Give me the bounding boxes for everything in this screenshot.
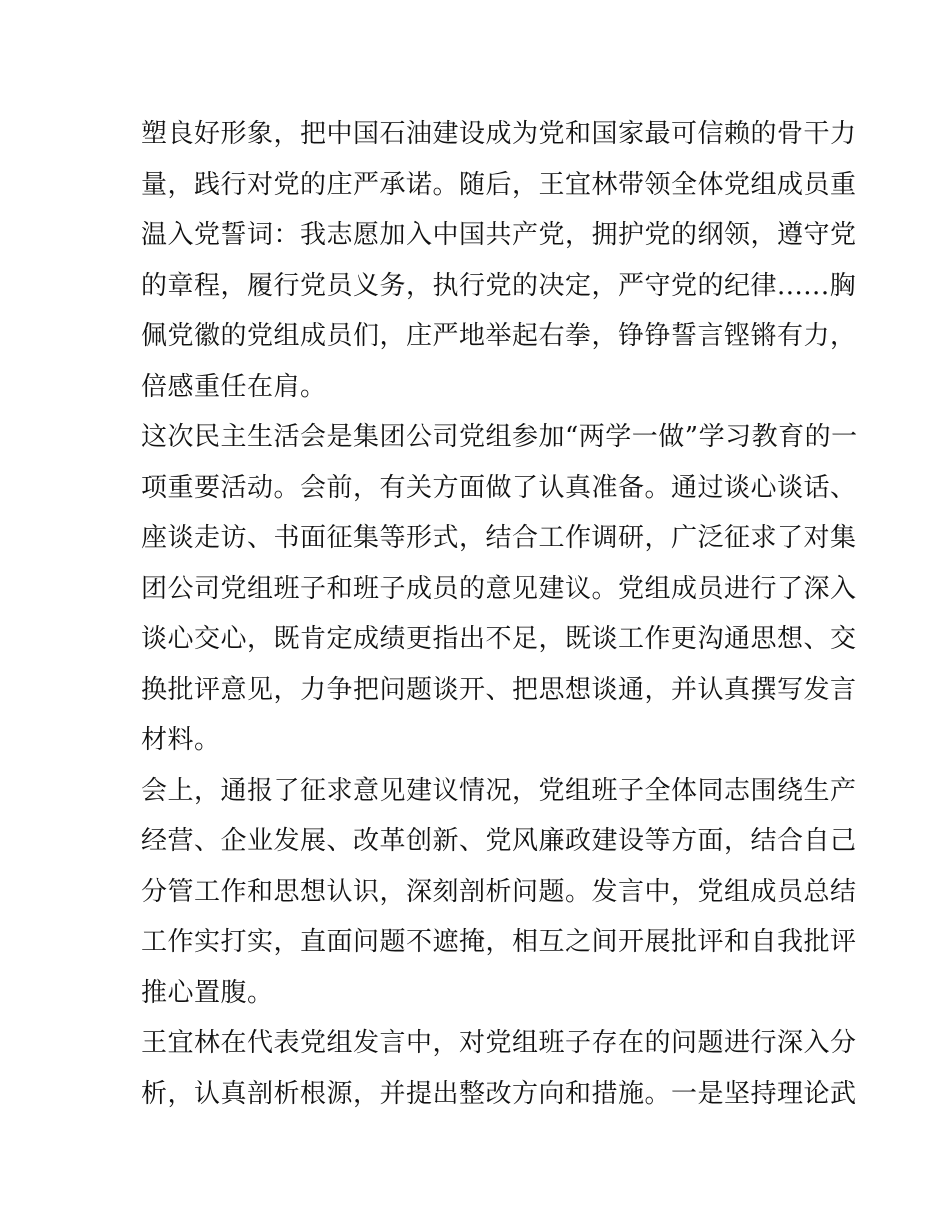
- text-line: 工作实打实，直面问题不遮掩，相互之间开展批评和自我批评: [141, 927, 857, 957]
- text-line: 的章程，履行党员义务，执行党的决定，严守党的纪律......胸: [141, 270, 857, 301]
- text-line: 这次民主生活会是集团公司党组参加“两学一做”学习教育的一: [141, 422, 858, 452]
- text-line: 分管工作和思想认识，深刻剖析问题。发言中，党组成员总结: [141, 876, 857, 907]
- text-line: 塑良好形象，把中国石油建设成为党和国家最可信赖的骨干力: [141, 119, 857, 149]
- text-line: 项重要活动。会前，有关方面做了认真准备。通过谈心谈话、: [141, 472, 857, 503]
- text-line: 换批评意见，力争把问题谈开、把思想谈通，并认真撰写发言: [141, 674, 857, 705]
- text-line: 会上，通报了征求意见建议情况，党组班子全体同志围绕生产: [141, 775, 857, 806]
- text-line: 团公司党组班子和班子成员的意见建议。党组成员进行了深入: [141, 573, 857, 604]
- text-line: 材料。: [141, 725, 221, 755]
- text-line: 倍感重任在肩。: [141, 371, 327, 402]
- text-line: 佩党徽的党组成员们，庄严地举起右拳，铮铮誓言铿锵有力，: [141, 321, 857, 351]
- text-line: 温入党誓词：我志愿加入中国共产党，拥护党的纲领，遵守党: [141, 220, 857, 250]
- text-line: 谈心交心，既肯定成绩更指出不足，既谈工作更沟通思想、交: [141, 624, 857, 654]
- text-line: 析，认真剖析根源，并提出整改方向和措施。一是坚持理论武: [141, 1078, 857, 1109]
- text-line: 王宜林在代表党组发言中，对党组班子存在的问题进行深入分: [141, 1028, 857, 1058]
- text-line: 座谈走访、书面征集等形式，结合工作调研，广泛征求了对集: [141, 523, 857, 553]
- text-line: 经营、企业发展、改革创新、党风廉政建设等方面，结合自己: [141, 826, 857, 856]
- text-line: 量，践行对党的庄严承诺。随后，王宜林带领全体党组成员重: [141, 169, 857, 200]
- document-body: [141, 109, 858, 1119]
- text-line: 推心置腹。: [141, 977, 274, 1008]
